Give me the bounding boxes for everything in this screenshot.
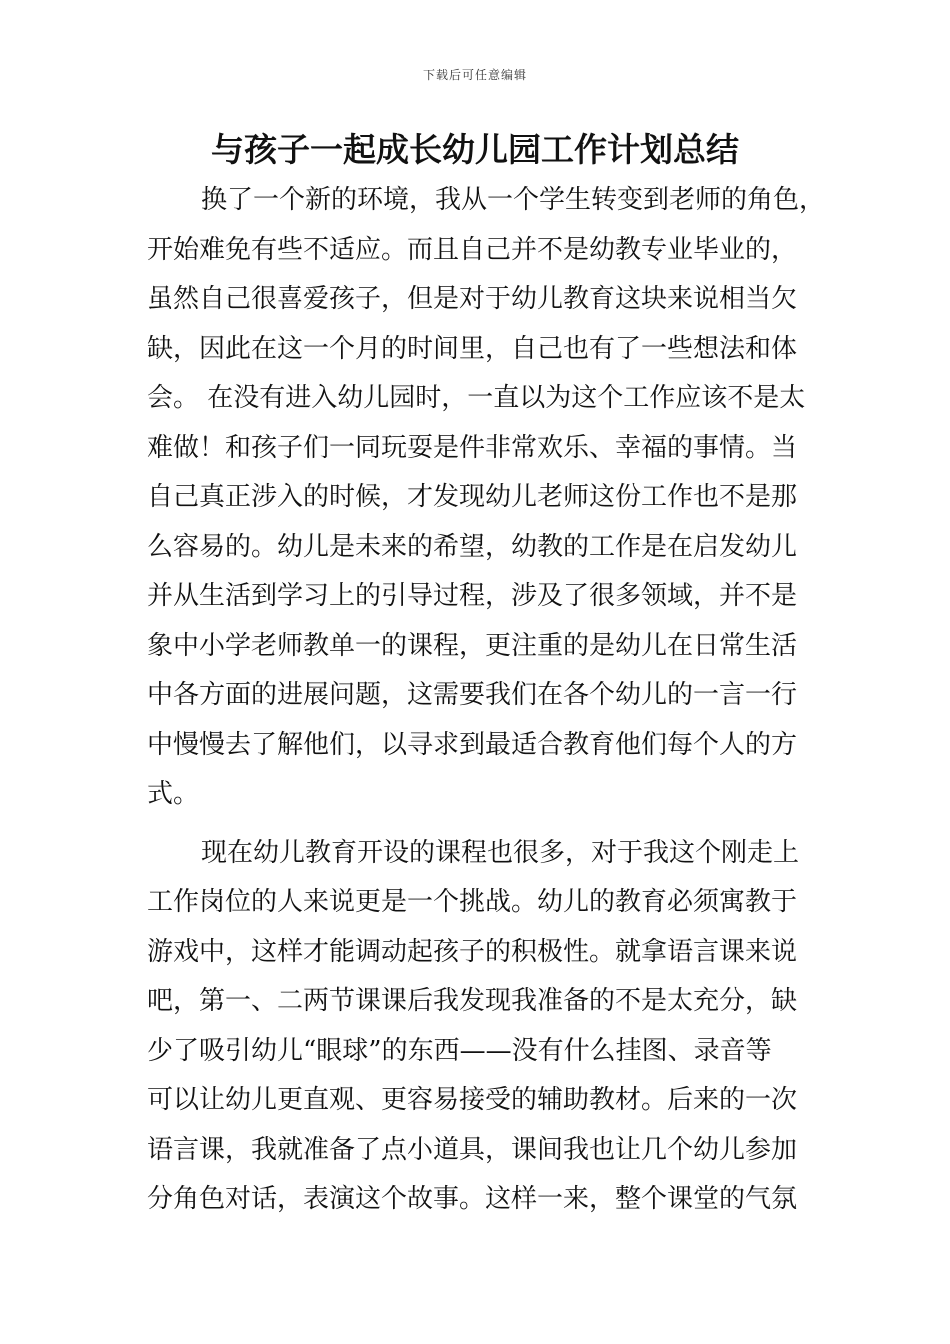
text-line: 缺，因此在这一个月的时间里，自己也有了一些想法和体 — [147, 333, 798, 364]
paragraph-1 — [147, 176, 826, 820]
text-line: 语言课，我就准备了点小道具，课间我也让几个幼儿参加 — [147, 1134, 798, 1165]
text-line: 少了吸引幼儿“眼球”的东西——没有什么挂图、录音等 — [147, 1035, 772, 1066]
text-line: 并从生活到学习上的引导过程，涉及了很多领域，并不是 — [147, 581, 798, 611]
text-line: 换了一个新的环境，我从一个学生转变到老师的角色， — [201, 185, 826, 215]
text-line: 开始难免有些不适应。而且自己并不是幼教专业毕业的， — [147, 234, 798, 265]
text-line: 中慢慢去了解他们，以寻求到最适合教育他们每个人的方 — [147, 729, 798, 760]
text-line: 式。 — [147, 779, 200, 809]
text-line: 会。 在没有进入幼儿园时，一直以为这个工作应该不是太 — [147, 383, 806, 413]
text-line: 吧，第一、二两节课课后我发现我准备的不是太充分，缺 — [147, 986, 798, 1016]
text-line: 现在幼儿教育开设的课程也很多，对于我这个刚走上 — [201, 837, 800, 868]
text-line: 么容易的。幼儿是未来的希望，幼教的工作是在启发幼儿 — [147, 531, 798, 562]
header-note: 下载后可任意编辑 — [422, 68, 527, 82]
text-line: 自己真正涉入的时候，才发现幼儿老师这份工作也不是那 — [147, 482, 798, 512]
document-body — [147, 176, 826, 1225]
paragraph-2 — [147, 829, 811, 1225]
text-line: 工作岗位的人来说更是一个挑战。幼儿的教育必须寓教于 — [147, 887, 798, 917]
text-line: 可以让幼儿更直观、更容易接受的辅助教材。后来的一次 — [147, 1085, 798, 1115]
text-line: 难做！和孩子们一同玩耍是件非常欢乐、幸福的事情。当 — [147, 432, 798, 463]
text-line: 分角色对话，表演这个故事。这样一来，整个课堂的气氛 — [147, 1184, 798, 1214]
document-title: 与孩子一起成长幼儿园工作计划总结 — [211, 130, 739, 169]
text-line: 中各方面的进展问题，这需要我们在各个幼儿的一言一行 — [147, 680, 798, 710]
text-line: 虽然自己很喜爱孩子，但是对于幼儿教育这块来说相当欠 — [147, 284, 798, 314]
text-line: 游戏中，这样才能调动起孩子的积极性。就拿语言课来说 — [147, 936, 798, 967]
text-line: 象中小学老师教单一的课程，更注重的是幼儿在日常生活 — [147, 630, 798, 661]
